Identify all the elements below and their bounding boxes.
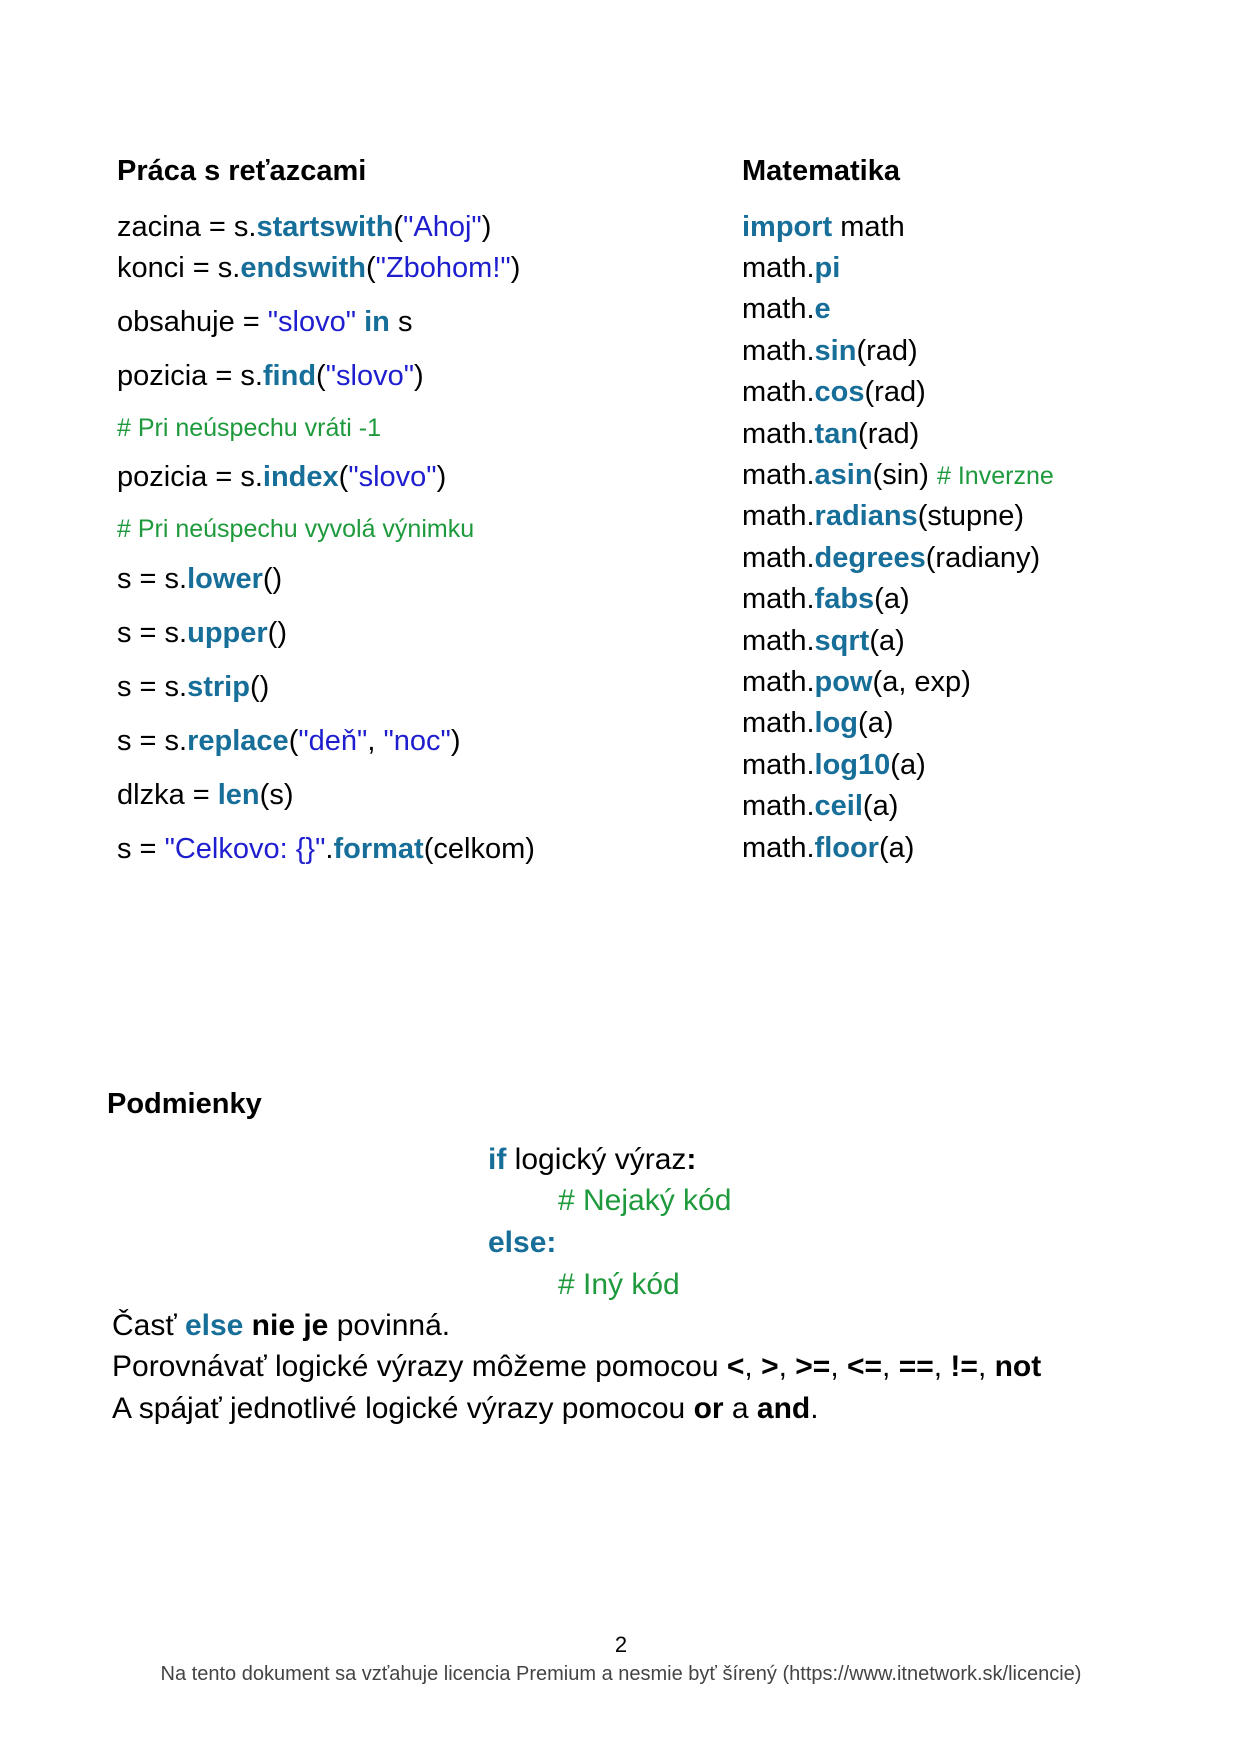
operator: > [761, 1350, 779, 1383]
operator: not [994, 1350, 1042, 1383]
comment-find: # Pri neúspechu vráti -1 [117, 414, 382, 442]
math-line-log10: math.log10(a) [742, 749, 926, 781]
license-notice: Na tento dokument sa vzťahuje licencia Premium a nesmie byť šírený (https://www.itnetwork.sk/licencie) [160, 1663, 1082, 1685]
math-line-radians: math.radians(stupne) [742, 500, 1025, 532]
strings-title: Práca s reťazcami [117, 155, 367, 187]
math-line-floor: math.floor(a) [742, 832, 915, 864]
code-line-startswith: zacina = s.startswith("Ahoj") [117, 211, 492, 243]
math-line-tan: math.tan(rad) [742, 418, 920, 450]
operator: >= [795, 1350, 831, 1383]
code-line-strip: s = s.strip() [117, 671, 270, 703]
math-line-e: math.e [742, 293, 831, 325]
math-line-asin: math.asin(sin) # Inverzne [742, 459, 1054, 491]
operator-list: <, >, >=, <=, ==, !=, not [726, 1350, 1042, 1383]
code-line-lower: s = s.lower() [117, 563, 283, 595]
code-line-endswith: konci = s.endswith("Zbohom!") [117, 252, 521, 284]
comparison-operators-note: Porovnávať logické výrazy môžeme pomocou <, >, >=, <=, ==, !=, not [112, 1350, 1042, 1383]
code-line-import: import math [742, 211, 905, 243]
operator: <= [846, 1350, 883, 1383]
math-line-sin: math.sin(rad) [742, 335, 918, 367]
code-line-format: s = "Celkovo: {}".format(celkom) [117, 833, 535, 865]
math-line-fabs: math.fabs(a) [742, 583, 910, 615]
math-line-cos: math.cos(rad) [742, 376, 926, 408]
math-line-degrees: math.degrees(radiany) [742, 542, 1041, 574]
math-line-pi: math.pi [742, 252, 841, 284]
else-line: else: [488, 1226, 557, 1259]
comment-index: # Pri neúspechu vyvolá výnimku [117, 515, 475, 543]
else-optional-note: Časť else nie je povinná. [112, 1309, 451, 1342]
if-line: if logický výraz: [488, 1143, 697, 1176]
code-line-index: pozicia = s.index("slovo") [117, 461, 447, 493]
if-comment: # Nejaký kód [558, 1184, 732, 1217]
operator: == [898, 1350, 934, 1383]
code-line-replace: s = s.replace("deň", "noc") [117, 725, 461, 757]
logical-operators-note: A spájať jednotlivé logické výrazy pomocou or a and. [112, 1392, 819, 1425]
code-line-in: obsahuje = "slovo" in s [117, 306, 413, 338]
math-line-sqrt: math.sqrt(a) [742, 625, 905, 657]
page-number: 2 [614, 1632, 628, 1657]
math-line-log: math.log(a) [742, 707, 894, 739]
math-line-ceil: math.ceil(a) [742, 790, 899, 822]
else-comment: # Iný kód [558, 1268, 680, 1301]
math-line-pow: math.pow(a, exp) [742, 666, 971, 698]
conditions-title: Podmienky [107, 1088, 262, 1120]
code-line-upper: s = s.upper() [117, 617, 287, 649]
code-line-find: pozicia = s.find("slovo") [117, 360, 424, 392]
operator: < [726, 1350, 745, 1383]
math-title: Matematika [742, 155, 900, 187]
operator: != [950, 1350, 978, 1383]
code-line-len: dlzka = len(s) [117, 779, 294, 811]
